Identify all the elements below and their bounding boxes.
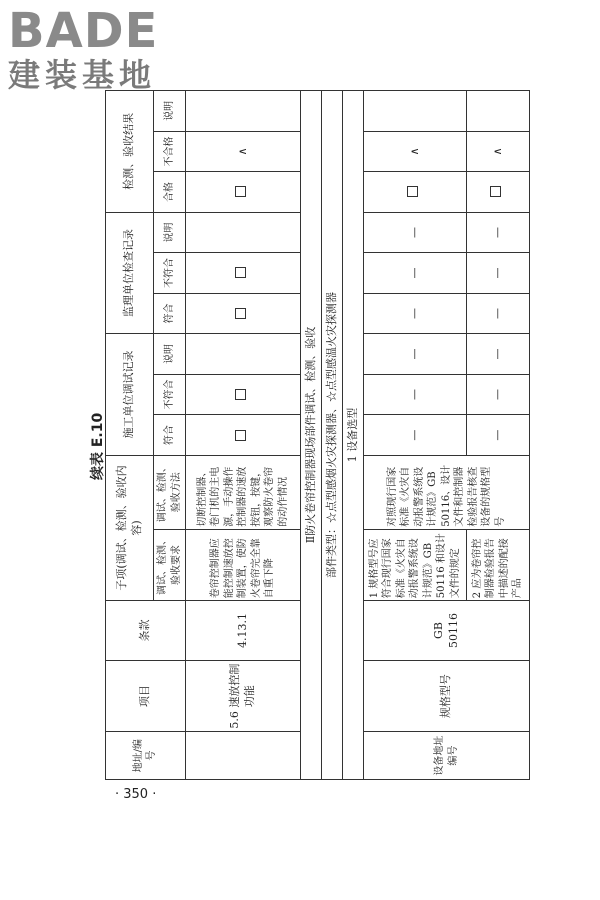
rotated-table-stage bbox=[90, 90, 600, 776]
header-result: 检测、验收结果 bbox=[106, 91, 154, 213]
header-note-c: 说明 bbox=[154, 334, 186, 375]
header-fail: 不合格 bbox=[154, 131, 186, 172]
header-construction: 施工单位调试记录 bbox=[106, 334, 154, 456]
row2-item: 规格型号 bbox=[364, 660, 530, 732]
dash: — bbox=[364, 334, 466, 375]
dash: — bbox=[466, 415, 529, 456]
dash: — bbox=[466, 374, 529, 415]
checkbox[interactable] bbox=[490, 186, 501, 197]
checkbox[interactable] bbox=[235, 268, 246, 279]
table-row bbox=[364, 91, 466, 780]
checkbox[interactable] bbox=[235, 389, 246, 400]
inspection-table bbox=[105, 90, 530, 780]
header-item: 项目 bbox=[106, 660, 186, 732]
row1-clause: 4.13.1 bbox=[185, 601, 301, 661]
dash: — bbox=[364, 415, 466, 456]
header-nonconform-c: 不符合 bbox=[154, 374, 186, 415]
logo-chinese-text: 建装基地 bbox=[8, 56, 157, 94]
row2-method: 对照现行国家标准《火灾自动报警系统设计规范》GB 50116、设计文件和控制器检验报告核查设备的规格型号 bbox=[364, 455, 530, 529]
row2-requirement-2: 2 应为卷帘控制器检验报告中描述的配接产品 bbox=[466, 529, 529, 601]
checkbox[interactable] bbox=[235, 186, 246, 197]
table-title: 续表 E.10 bbox=[90, 412, 106, 480]
checkbox[interactable] bbox=[407, 186, 418, 197]
header-conform-c: 符合 bbox=[154, 415, 186, 456]
row2-result-note-1: ∧ bbox=[364, 131, 466, 172]
header-requirement: 调试、检测、验收要求 bbox=[154, 529, 186, 601]
row2-result-note-2: ∧ bbox=[466, 131, 529, 172]
row1-result-note: ∧ bbox=[185, 131, 301, 172]
dash: — bbox=[466, 334, 529, 375]
logo-latin-text: BADE bbox=[8, 3, 159, 59]
header-supervision: 监理单位检查记录 bbox=[106, 212, 154, 334]
dash: — bbox=[466, 212, 529, 253]
dash: — bbox=[364, 374, 466, 415]
dash: — bbox=[364, 253, 466, 294]
header-clause: 条款 bbox=[106, 601, 186, 661]
row1-requirement: 卷帘控制器应能控制速放控制装置，使防火卷帘完全靠自重下降 bbox=[185, 529, 301, 601]
table-row bbox=[185, 91, 301, 780]
header-pass: 合格 bbox=[154, 172, 186, 213]
header-note-r: 说明 bbox=[154, 91, 186, 132]
page-number: · 350 · bbox=[115, 787, 157, 802]
row2-requirement-1: 1 规格型号应符合现行国家标准《火灾自动报警系统设计规范》GB 50116 和设计文件的规定 bbox=[364, 529, 466, 601]
header-subitem: 子项(调试、检测、验收内容) bbox=[106, 455, 154, 600]
logo bbox=[8, 3, 178, 96]
header-nonconform-s: 不符合 bbox=[154, 253, 186, 294]
row2-address: 设备地址编号 bbox=[364, 732, 530, 780]
header-address: 地址/编号 bbox=[106, 732, 186, 780]
dash: — bbox=[364, 212, 466, 253]
section-title: Ⅱ防火卷帘控制器现场部件调试、检测、验收 bbox=[301, 91, 322, 780]
subsection-title: 1 设备选型 bbox=[343, 91, 364, 780]
dash: — bbox=[466, 253, 529, 294]
component-type: 部件类型：☆点型感烟火灾探测器、☆点型感温火灾探测器 bbox=[322, 91, 343, 780]
header-method: 调试、检测、验收方法 bbox=[154, 455, 186, 529]
header-note-s: 说明 bbox=[154, 212, 186, 253]
dash: — bbox=[466, 293, 529, 334]
checkbox[interactable] bbox=[235, 308, 246, 319]
header-conform-s: 符合 bbox=[154, 293, 186, 334]
row1-method: 切断控制器、卷门机的主电源，手动操作控制器的速放按钮，按键，观察防火卷帘的动作情况 bbox=[185, 455, 301, 529]
dash: — bbox=[364, 293, 466, 334]
checkbox[interactable] bbox=[235, 430, 246, 441]
row1-item: 5.6 速放控制功能 bbox=[185, 660, 301, 732]
row2-clause: GB 50116 bbox=[364, 601, 530, 661]
